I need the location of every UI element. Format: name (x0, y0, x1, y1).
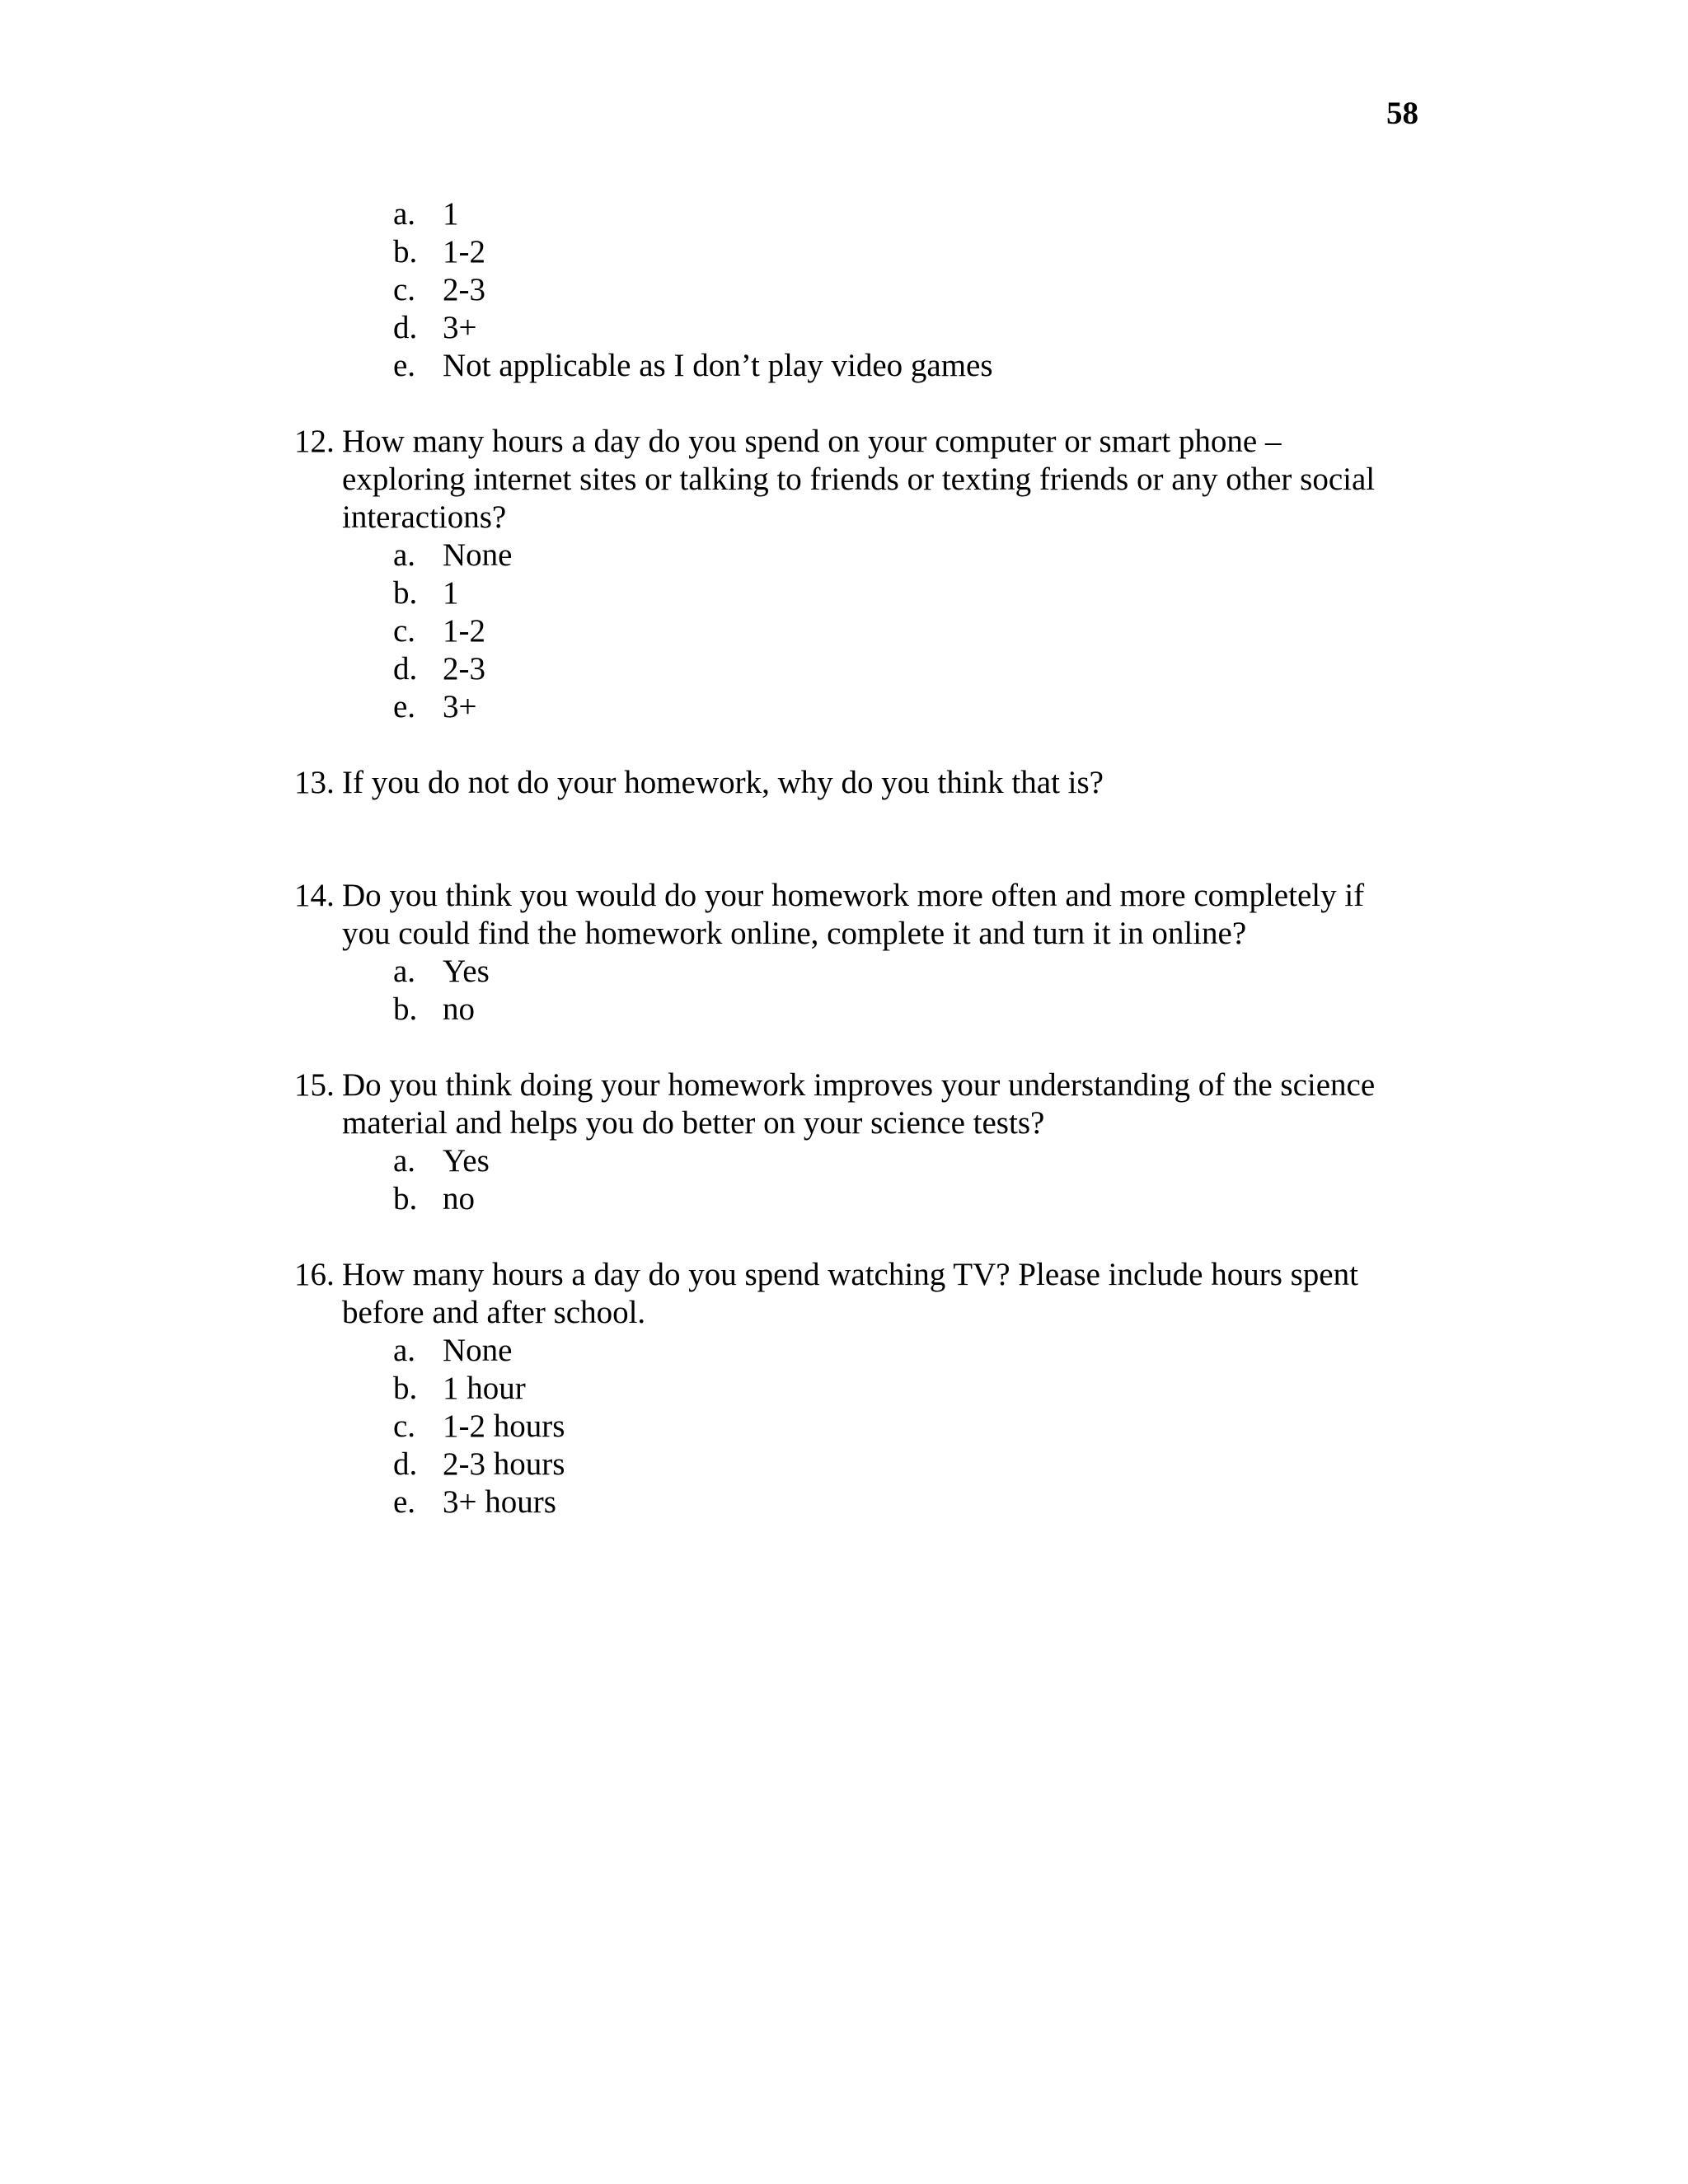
option-text: 3+ (443, 689, 477, 724)
option-text: 3+ (443, 310, 477, 345)
option-item (294, 1142, 1415, 1180)
option-letter: e. (393, 1484, 416, 1520)
question-number: 15. (294, 1067, 335, 1103)
option-item (294, 1483, 1415, 1521)
questionnaire (294, 195, 1415, 1521)
option-text: 3+ hours (443, 1484, 556, 1520)
option-item (294, 233, 1415, 271)
option-item (294, 309, 1415, 347)
option-item (294, 271, 1415, 309)
option-item (294, 537, 1415, 574)
question-14 (294, 877, 1415, 953)
option-item (294, 347, 1415, 385)
option-item (294, 953, 1415, 991)
question-15-options (294, 1142, 1415, 1218)
option-text: None (443, 537, 513, 573)
option-text: Not applicable as I don’t play video games (443, 348, 993, 383)
option-letter: b. (393, 575, 418, 611)
continued-options (294, 195, 1415, 385)
question-15 (294, 1066, 1415, 1142)
option-text: 1 (443, 575, 459, 611)
option-letter: c. (393, 613, 416, 649)
option-letter: d. (393, 651, 418, 687)
option-text: 1 (443, 196, 459, 232)
option-letter: a. (393, 1333, 416, 1368)
option-letter: b. (393, 1371, 418, 1406)
answer-space (294, 802, 1415, 877)
question-text: How many hours a day do you spend watching TV? Please include hours spent before and after school. (342, 1257, 1358, 1330)
option-text: 2-3 (443, 651, 485, 687)
question-number: 13. (294, 765, 335, 800)
option-letter: d. (393, 310, 418, 345)
option-item (294, 1446, 1415, 1483)
option-item (294, 1408, 1415, 1446)
option-item (294, 688, 1415, 726)
question-text: How many hours a day do you spend on your computer or smart phone – exploring internet sites or talking to friends or texting friends or any other social interactions? (342, 424, 1376, 535)
option-text: no (443, 991, 475, 1027)
option-text: 2-3 hours (443, 1446, 565, 1482)
question-12 (294, 423, 1415, 537)
option-item (294, 1370, 1415, 1408)
option-letter: c. (393, 1408, 416, 1444)
option-item (294, 1180, 1415, 1218)
option-text: Yes (443, 954, 490, 989)
question-text: Do you think you would do your homework more often and more completely if you could find the homework online, complete it and turn it in online? (342, 878, 1365, 951)
option-letter: a. (393, 1143, 416, 1179)
option-letter: b. (393, 234, 418, 269)
option-item (294, 1332, 1415, 1370)
question-16-options (294, 1332, 1415, 1521)
option-text: 1 hour (443, 1371, 526, 1406)
option-item (294, 195, 1415, 233)
option-letter: a. (393, 954, 416, 989)
question-number: 14. (294, 878, 335, 913)
option-item (294, 991, 1415, 1029)
option-letter: b. (393, 991, 418, 1027)
option-text: Yes (443, 1143, 490, 1179)
question-13 (294, 764, 1415, 802)
question-14-options (294, 953, 1415, 1029)
option-letter: a. (393, 537, 416, 573)
option-letter: d. (393, 1446, 418, 1482)
question-number: 16. (294, 1257, 335, 1292)
option-text: None (443, 1333, 513, 1368)
question-16 (294, 1256, 1415, 1332)
question-12-options (294, 537, 1415, 726)
question-text: Do you think doing your homework improves your understanding of the science material and helps you do better on your science tests? (342, 1067, 1376, 1141)
option-text: 1-2 (443, 234, 485, 269)
option-letter: b. (393, 1181, 418, 1216)
option-letter: a. (393, 196, 416, 232)
question-number: 12. (294, 424, 335, 459)
option-item (294, 650, 1415, 688)
option-text: no (443, 1181, 475, 1216)
option-text: 2-3 (443, 272, 485, 307)
page-number: 58 (1386, 96, 1418, 131)
option-letter: e. (393, 689, 416, 724)
option-letter: e. (393, 348, 416, 383)
option-item (294, 574, 1415, 612)
question-text: If you do not do your homework, why do you think that is? (342, 765, 1104, 800)
option-text: 1-2 hours (443, 1408, 565, 1444)
option-item (294, 612, 1415, 650)
option-text: 1-2 (443, 613, 485, 649)
option-letter: c. (393, 272, 416, 307)
